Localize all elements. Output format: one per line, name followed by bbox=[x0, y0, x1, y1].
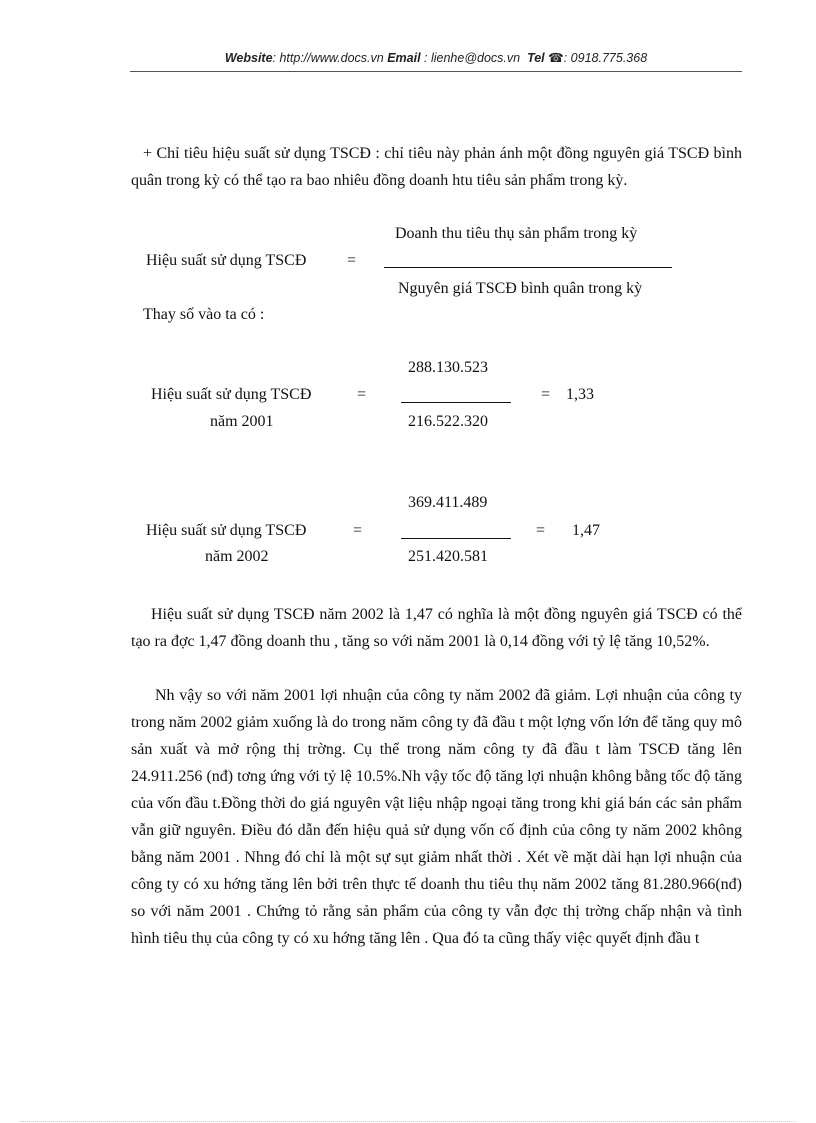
email-address[interactable]: lienhe@docs.vn bbox=[430, 51, 521, 65]
substitute-label: Thay số vào ta có : bbox=[143, 306, 265, 323]
page-header bbox=[130, 50, 742, 65]
calc-2001-numerator: 288.130.523 bbox=[408, 359, 488, 376]
intro-paragraph: + Chỉ tiêu hiệu suất sử dụng TSCĐ : chỉ tiêu này phản ánh một đồng nguyên giá TSCĐ bình quân trong kỳ có thể tạo ra bao nhiêu đồng doanh htu tiêu sản phẩm trong kỳ. bbox=[131, 145, 742, 189]
calc-2002-fraction-line bbox=[401, 538, 511, 539]
phone-number: : 0918.775.368 bbox=[563, 51, 648, 65]
paragraph-profit-analysis: Nh vậy so với năm 2001 lợi nhuận của công ty năm 2002 đã giảm. Lợi nhuận của công ty trong năm 2002 giảm xuống là do trong năm công ty đã đầu t một lợng vốn lớn để tăng quy mô sản xuất và mở rộng thị trờng. Cụ thể trong năm công ty đã đầu t làm TSCĐ tăng lên 24.911.256 (nđ) tơng ứng với tỷ lệ 10.5%.Nh vậy tốc độ tăng lợi nhuận không bằng tốc độ tăng của vốn đầu t.Đồng thời do giá nguyên vật liệu nhập ngoại tăng trong khi giá bán các sản phẩm vẫn giữ nguyên. Điều đó dẫn đến hiệu quả sử dụng vốn cố định của công ty năm 2002 không bằng năm 2001 . Nhng đó chỉ là một sự sụt giảm nhất thời . Xét về mặt dài hạn lợi nhuận của công ty có xu hớng tăng lên bởi trên thực tế doanh thu tiêu thụ năm 2002 tăng 81.280.966(nđ) so với năm 2001 . Chứng tỏ rằng sản phẩm của công ty vẫn đợc thị trờng chấp nhận và tình hình tiêu thụ của công ty có xu hớng tăng lên . Qua đó ta cũng thấy việc quyết định đầu t bbox=[131, 687, 742, 947]
calc-2001-fraction-line bbox=[401, 402, 511, 403]
email-label: Email bbox=[387, 51, 421, 65]
calc-2002-label: Hiệu suất sử dụng TSCĐ bbox=[146, 522, 307, 539]
website-separator: : bbox=[272, 51, 280, 65]
formula-equals: = bbox=[347, 252, 357, 269]
tel-label: Tel bbox=[527, 51, 545, 65]
calc-2001-result-equals: = bbox=[541, 386, 551, 403]
header-divider bbox=[130, 71, 742, 72]
calc-2001-equals: = bbox=[357, 386, 367, 403]
email-separator: : bbox=[420, 51, 431, 65]
phone-icon: ☎ bbox=[548, 51, 564, 65]
calc-2001-result: 1,33 bbox=[566, 386, 594, 403]
calc-2002-numerator: 369.411.489 bbox=[408, 494, 488, 511]
calc-2002-year: năm 2002 bbox=[205, 548, 269, 565]
calc-2002-equals: = bbox=[353, 522, 363, 539]
calc-2001-year: năm 2001 bbox=[210, 413, 274, 430]
formula-fraction-line bbox=[384, 267, 672, 268]
website-label: Website bbox=[224, 51, 273, 65]
website-url[interactable]: http://www.docs.vn bbox=[279, 51, 384, 65]
formula-label: Hiệu suất sử dụng TSCĐ bbox=[146, 252, 307, 269]
calc-2001-denominator: 216.522.320 bbox=[408, 413, 488, 430]
calc-2001-label: Hiệu suất sử dụng TSCĐ bbox=[151, 386, 312, 403]
calc-2002-result: 1,47 bbox=[572, 522, 600, 539]
page-bottom-border bbox=[20, 1121, 796, 1122]
calc-2002-denominator: 251.420.581 bbox=[408, 548, 488, 565]
calc-2002-result-equals: = bbox=[536, 522, 546, 539]
paragraph-efficiency-2002: Hiệu suất sử dụng TSCĐ năm 2002 là 1,47 có nghĩa là một đồng nguyên giá TSCĐ có thể tạo ra đợc 1,47 đồng doanh thu , tăng so với năm 2001 là 0,14 đồng với tỷ lệ tăng 10,52%. bbox=[131, 606, 742, 650]
formula-denominator: Nguyên giá TSCĐ bình quân trong kỳ bbox=[398, 280, 643, 297]
formula-numerator: Doanh thu tiêu thụ sản phẩm trong kỳ bbox=[395, 225, 638, 242]
